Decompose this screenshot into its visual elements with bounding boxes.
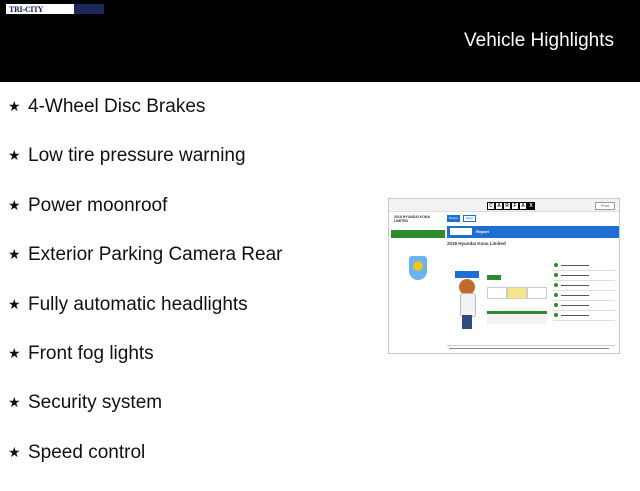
feature-label: Front fog lights	[28, 342, 154, 364]
carfax-report-bar	[447, 226, 619, 238]
carfax-sidebar-title: 2018 HYUNDAI KONA LIMITED	[394, 215, 430, 223]
dealer-logo-phone	[74, 4, 104, 14]
carfax-sidebar	[391, 213, 445, 353]
feature-item	[8, 244, 282, 293]
carfax-report-thumbnail[interactable]	[388, 198, 620, 354]
carfax-logo-letter: A	[519, 202, 527, 210]
print-button[interactable]: Print	[595, 202, 615, 210]
star-icon: ★	[8, 246, 21, 263]
carfax-logo	[487, 202, 535, 210]
star-icon: ★	[8, 295, 21, 312]
carfax-highlight-row[interactable]	[553, 291, 615, 301]
page-title: Vehicle Highlights	[464, 30, 614, 51]
header-bar	[0, 0, 640, 82]
carfax-logo-letter: R	[503, 202, 511, 210]
dealer-logo-text: TRI-CITY	[9, 4, 43, 14]
feature-label: Security system	[28, 392, 163, 414]
carfax-logo-letter: F	[511, 202, 519, 210]
carfax-fox-sign	[455, 271, 479, 278]
feature-label: 4-Wheel Disc Brakes	[28, 96, 206, 117]
feature-item	[8, 96, 282, 145]
carfax-value-badge	[487, 275, 501, 280]
star-icon: ★	[8, 196, 21, 213]
dealer-logo[interactable]	[6, 4, 104, 14]
feature-label: Power moonroof	[28, 194, 168, 216]
carfax-footer-text	[447, 345, 615, 351]
carfax-highlight-row[interactable]	[553, 281, 615, 291]
feature-item	[8, 343, 282, 392]
carfax-logo-letter: C	[487, 202, 495, 210]
carfax-highlight-row[interactable]	[553, 301, 615, 311]
carfax-value-scale-low	[487, 287, 507, 299]
carfax-vehicle-title: 2018 Hyundai Kona Limited	[447, 241, 506, 246]
star-icon: ★	[8, 147, 21, 164]
carfax-value-scale	[487, 287, 547, 299]
carfax-price-box	[487, 311, 547, 324]
carfax-badge-icon	[409, 256, 427, 280]
carfax-toolbar	[389, 199, 619, 212]
tab-report[interactable]: Report	[448, 216, 458, 220]
carfax-logo-letter: A	[495, 202, 503, 210]
carfax-main	[447, 213, 619, 353]
carfax-fox-legs	[462, 315, 472, 329]
feature-label: Exterior Parking Camera Rear	[28, 244, 283, 266]
carfax-highlight-row[interactable]	[553, 311, 615, 321]
carfax-value-panel	[487, 275, 547, 329]
feature-label: Low tire pressure warning	[28, 145, 246, 167]
carfax-nav-item[interactable]	[391, 230, 445, 238]
feature-item	[8, 442, 282, 491]
carfax-report-label: Report	[476, 229, 489, 234]
feature-item	[8, 392, 282, 441]
feature-item	[8, 145, 282, 194]
carfax-value-scale-mid	[507, 287, 527, 299]
carfax-fox-body	[460, 293, 476, 317]
carfax-nav-link[interactable]	[391, 238, 445, 246]
tab-value[interactable]: Value	[463, 215, 476, 222]
feature-item	[8, 294, 282, 343]
carfax-report-logo	[450, 228, 472, 235]
feature-list	[8, 96, 282, 491]
star-icon: ★	[8, 344, 21, 361]
feature-label: Fully automatic headlights	[28, 293, 248, 315]
carfax-highlight-row[interactable]	[553, 271, 615, 281]
carfax-tabs	[447, 213, 619, 224]
carfax-fox-mascot-image	[455, 269, 479, 331]
carfax-logo-letter: X	[527, 202, 535, 210]
star-icon: ★	[8, 394, 21, 411]
carfax-highlights-list	[553, 261, 615, 321]
feature-item	[8, 195, 282, 244]
star-icon: ★	[8, 98, 21, 114]
carfax-value-scale-high	[527, 287, 547, 299]
carfax-highlight-row[interactable]	[553, 261, 615, 271]
feature-label: Speed control	[28, 441, 146, 463]
star-icon: ★	[8, 443, 21, 460]
